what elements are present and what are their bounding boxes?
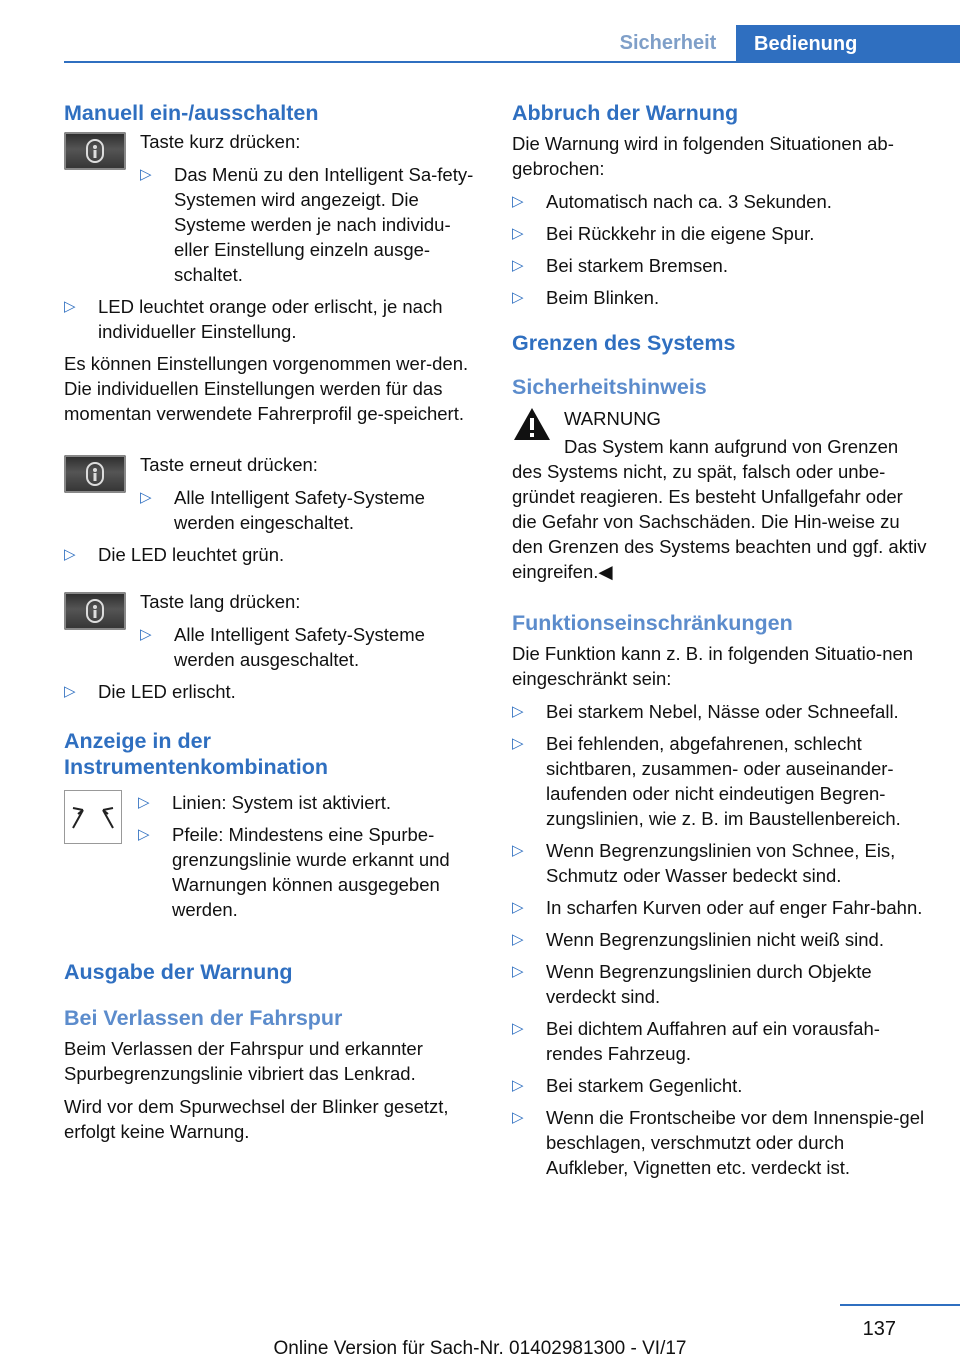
bullet-triangle-icon: ▷ xyxy=(140,626,152,643)
list-item: ▷ LED leuchtet orange oder erlischt, je nach individueller Einstellung. xyxy=(64,296,443,342)
list-item: ▷ Bei fehlenden, abgefahrenen, schlecht sichtbaren, zusammen- oder auseinander-laufenden oder nicht eindeutigen Begren-zungslinien, wie z. B. im Baustellenbereich. xyxy=(512,733,901,829)
bullet-triangle-icon: ▷ xyxy=(64,683,76,700)
bullet-triangle-icon: ▷ xyxy=(140,166,152,183)
heading-limits: Grenzen des Systems xyxy=(512,331,736,355)
heading-safety-note: Sicherheitshinweis xyxy=(512,375,707,399)
list-item: ▷ Alle Intelligent Safety-Systeme werden eingeschaltet. xyxy=(140,487,425,533)
list-item: ▷ Wenn die Frontscheibe vor dem Innenspie-gel beschlagen, verschmutzt oder durch Aufkleber, Vignetten etc. verdeckt ist. xyxy=(512,1107,925,1178)
list-item: ▷ Bei starkem Nebel, Nässe oder Schneefall. xyxy=(512,701,899,722)
lane-lines-icon xyxy=(64,790,122,844)
blinker-paragraph: Wird vor dem Spurwechsel der Blinker gesetzt, erfolgt keine Warnung. xyxy=(64,1096,449,1142)
list-item: ▷ Wenn Begrenzungslinien von Schnee, Eis, Schmutz oder Wasser bedeckt sind. xyxy=(512,840,896,886)
list-item: ▷ Die LED leuchtet grün. xyxy=(64,544,285,565)
leave-paragraph: Beim Verlassen der Fahrspur und erkannter Spurbegrenzungslinie vibriert das Lenkrad. xyxy=(64,1038,423,1084)
heading-function-limits: Funktionseinschränkungen xyxy=(512,611,793,635)
heading-output: Ausgabe der Warnung xyxy=(64,960,293,984)
heading-leave-lane: Bei Verlassen der Fahrspur xyxy=(64,1006,343,1030)
manual-switch-section xyxy=(64,100,478,131)
list-item: ▷ Bei Rückkehr in die eigene Spur. xyxy=(512,223,815,244)
right-column xyxy=(512,100,928,1187)
warning-title: WARNUNG xyxy=(564,408,661,429)
heading-manual-switch: Manuell ein-/ausschalten xyxy=(64,101,319,125)
settings-paragraph: Es können Einstellungen vorgenommen wer-den. Die individuellen Einstellungen werden für das momentan verwendete Fahrerprofil ge-speichert. xyxy=(64,353,469,424)
bullet-triangle-icon: ▷ xyxy=(138,826,150,843)
bullet-triangle-icon: ▷ xyxy=(512,735,524,752)
heading-abort: Abbruch der Warnung xyxy=(512,101,739,125)
long-press-text: Taste lang drücken: xyxy=(140,591,301,612)
safety-button-icon xyxy=(64,132,126,170)
bullet-triangle-icon: ▷ xyxy=(512,289,524,306)
bullet-triangle-icon: ▷ xyxy=(512,931,524,948)
header-divider xyxy=(64,61,960,63)
bullet-triangle-icon: ▷ xyxy=(64,546,76,563)
bullet-triangle-icon: ▷ xyxy=(64,298,76,315)
bullet-triangle-icon: ▷ xyxy=(512,1020,524,1037)
abort-paragraph: Die Warnung wird in folgenden Situationen ab-gebrochen: xyxy=(512,133,894,179)
left-column xyxy=(64,100,478,1152)
list-item: ▷ Automatisch nach ca. 3 Sekunden. xyxy=(512,191,832,212)
warning-triangle-icon xyxy=(512,406,552,442)
bullet-triangle-icon: ▷ xyxy=(512,1077,524,1094)
list-item: ▷ Bei starkem Gegenlicht. xyxy=(512,1075,743,1096)
list-item: ▷ Linien: System ist aktiviert. xyxy=(138,792,391,813)
bullet-triangle-icon: ▷ xyxy=(140,489,152,506)
bullet-triangle-icon: ▷ xyxy=(512,257,524,274)
online-version-footer: Online Version für Sach-Nr. 01402981300 - VI/17 xyxy=(273,1338,687,1359)
bullet-triangle-icon: ▷ xyxy=(512,703,524,720)
bullet-triangle-icon: ▷ xyxy=(512,842,524,859)
safety-button-icon xyxy=(64,592,126,630)
list-item: ▷ Beim Blinken. xyxy=(512,287,660,308)
bullet-triangle-icon: ▷ xyxy=(512,899,524,916)
list-item: ▷ Wenn Begrenzungslinien nicht weiß sind. xyxy=(512,929,884,950)
bullet-triangle-icon: ▷ xyxy=(512,1109,524,1126)
tab-sicherheit[interactable]: Sicherheit xyxy=(619,31,717,54)
warning-text: Das System kann aufgrund von Grenzen des Systems nicht, zu spät, falsch oder unbe-gründet reagieren. Es besteht Unfallgefahr oder die Gefahr von Sachschäden. Die Hin-weise zu den Grenzen des Systems beachten und ggf. aktiv eingreifen.◀ xyxy=(512,436,927,582)
page-number: 137 xyxy=(862,1318,896,1340)
footer-divider xyxy=(840,1304,960,1306)
again-press-text: Taste erneut drücken: xyxy=(140,454,318,475)
list-item: ▷ Bei starkem Bremsen. xyxy=(512,255,728,276)
tab-bedienung[interactable]: Bedienung xyxy=(736,25,960,63)
list-item: ▷ Wenn Begrenzungslinien durch Objekte verdeckt sind. xyxy=(512,961,872,1007)
list-item: ▷ Pfeile: Mindestens eine Spurbe-grenzungslinie wurde erkannt und Warnungen können ausgegeben werden. xyxy=(138,824,450,920)
bullet-triangle-icon: ▷ xyxy=(512,963,524,980)
list-item: ▷ In scharfen Kurven oder auf enger Fahr-bahn. xyxy=(512,897,923,918)
bullet-triangle-icon: ▷ xyxy=(512,193,524,210)
list-item: ▷ Alle Intelligent Safety-Systeme werden ausgeschaltet. xyxy=(140,624,425,670)
function-paragraph: Die Funktion kann z. B. in folgenden Situatio-nen eingeschränkt sein: xyxy=(512,643,914,689)
short-press-text: Taste kurz drücken: xyxy=(140,131,301,152)
list-item: ▷ Bei dichtem Auffahren auf ein vorausfah-rendes Fahrzeug. xyxy=(512,1018,880,1064)
list-item: ▷ Die LED erlischt. xyxy=(64,681,236,702)
heading-display: Anzeige in der Instrumentenkombination xyxy=(64,729,328,779)
list-item: ▷ Das Menü zu den Intelligent Sa-fety-Systemen wird angezeigt. Die Systeme werden je nach individu-eller Einstellung einzeln ausge-schaltet. xyxy=(140,164,474,285)
bullet-triangle-icon: ▷ xyxy=(138,794,150,811)
safety-button-icon xyxy=(64,455,126,493)
bullet-triangle-icon: ▷ xyxy=(512,225,524,242)
